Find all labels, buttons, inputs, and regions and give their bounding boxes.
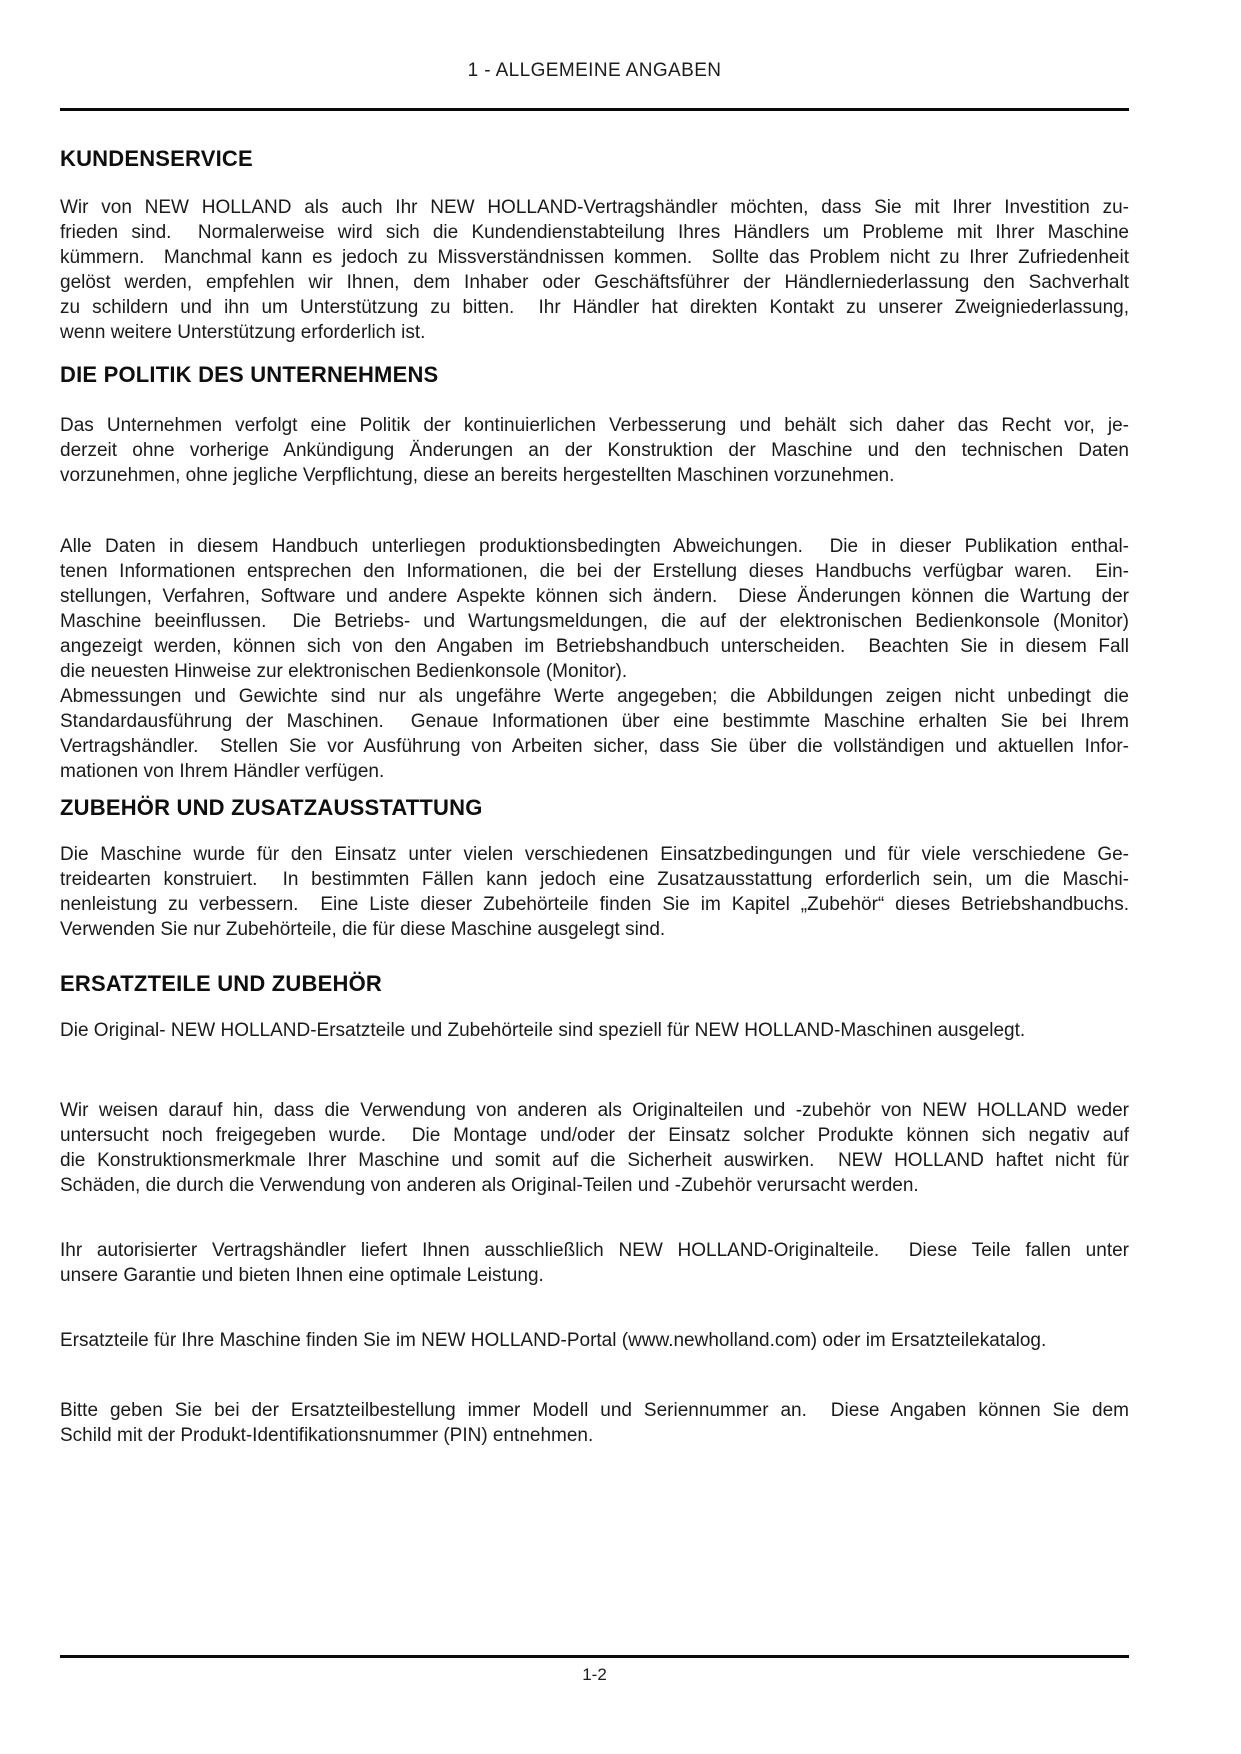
text-line: angezeigt werden, können sich von den Angaben im Betriebshandbuch unterscheiden. Beachten Sie in diesem Fall [60,636,1129,657]
text-line: Die Original- NEW HOLLAND-Ersatzteile und Zubehörteile sind speziell für NEW HOLLAND-Maschinen ausgelegt. [60,1020,1026,1041]
text-line: Verwenden Sie nur Zubehörteile, die für diese Maschine ausgelegt sind. [60,919,666,940]
text-line: Bitte geben Sie bei der Ersatzteilbestellung immer Modell und Seriennummer an. Diese Angaben können Sie dem [60,1400,1129,1421]
page-number: 1-2 [582,1665,607,1684]
text-line: Das Unternehmen verfolgt eine Politik der kontinuierlichen Verbesserung und behält sich daher das Recht vor, je- [60,415,1129,436]
text-line: Die Maschine wurde für den Einsatz unter vielen verschiedenen Einsatzbedingungen und für viele verschiedene Ge- [60,844,1129,865]
paragraph-politik-1 [60,413,1129,488]
paragraph-ersatzteile-1 [60,1018,1129,1043]
text-line: derzeit ohne vorherige Ankündigung Änderungen an der Konstruktion der Maschine und den technischen Daten [60,440,1129,461]
paragraph-ersatzteile-5 [60,1398,1129,1448]
section-heading-kundenservice: KUNDENSERVICE [60,146,253,171]
paragraph-ersatzteile-3 [60,1238,1129,1288]
paragraph-kundenservice-1 [60,195,1129,345]
text-line: Wir von NEW HOLLAND als auch Ihr NEW HOLLAND-Vertragshändler möchten, dass Sie mit Ihrer Investition zu- [60,197,1129,218]
text-line: Standardausführung der Maschinen. Genaue Informationen über eine bestimmte Maschine erhalten Sie bei Ihrem [60,711,1129,732]
paragraph-zubehoer-1 [60,842,1129,942]
text-line: untersucht noch freigegeben wurde. Die Montage und/oder der Einsatz solcher Produkte können sich negativ auf [60,1125,1129,1146]
text-line: treidearten konstruiert. In bestimmten Fällen kann jedoch eine Zusatzausstattung erforderlich sein, um die Maschi- [60,869,1129,890]
footer-rule [60,1655,1129,1658]
text-line: Maschine beeinflussen. Die Betriebs- und Wartungsmeldungen, die auf der elektronischen Bedienkonsole (Monitor) [60,611,1129,632]
paragraph-ersatzteile-2 [60,1098,1129,1198]
header-rule [60,108,1129,111]
text-line: stellungen, Verfahren, Software und andere Aspekte können sich ändern. Diese Änderungen können die Wartung der [60,586,1129,607]
running-header: 1 - ALLGEMEINE ANGABEN [467,60,722,81]
text-line: zu schildern und ihn um Unterstützung zu bitten. Ihr Händler hat direkten Kontakt zu unserer Zweigniederlassung, [60,297,1129,318]
text-line: wenn weitere Unterstützung erforderlich ist. [60,322,426,343]
text-line: tenen Informationen entsprechen den Informationen, die bei der Erstellung dieses Handbuchs verfügbar waren. Ein- [60,561,1129,582]
text-line: Ihr autorisierter Vertragshändler liefert Ihnen ausschließlich NEW HOLLAND-Originalteile. Diese Teile fallen unter [60,1240,1129,1261]
text-line: die Konstruktionsmerkmale Ihrer Maschine und somit auf die Sicherheit auswirken. NEW HOLLAND haftet nicht für [60,1150,1129,1171]
text-line: nenleistung zu verbessern. Eine Liste dieser Zubehörteile finden Sie im Kapitel „Zubehör“ dieses Betriebshandbuchs. [60,894,1129,915]
text-line: Schild mit der Produkt-Identifikationsnummer (PIN) entnehmen. [60,1425,594,1446]
text-line: frieden sind. Normalerweise wird sich die Kundendienstabteilung Ihres Händlers um Probleme mit Ihrer Maschine [60,222,1129,243]
paragraph-politik-3 [60,684,1129,784]
page-footer [60,1655,1129,1686]
paragraph-politik-2 [60,534,1129,684]
section-heading-politik: DIE POLITIK DES UNTERNEHMENS [60,362,439,387]
text-line: kümmern. Manchmal kann es jedoch zu Missverständnissen kommen. Sollte das Problem nicht zu Ihrer Zufriedenheit [60,247,1129,268]
text-line: Abmessungen und Gewichte sind nur als ungefähre Werte angegeben; die Abbildungen zeigen nicht unbedingt die [60,686,1129,707]
text-line: die neuesten Hinweise zur elektronischen Bedienkonsole (Monitor). [60,661,628,682]
text-line: Alle Daten in diesem Handbuch unterliegen produktionsbedingten Abweichungen. Die in dieser Publikation enthal- [60,536,1129,557]
text-line: unsere Garantie und bieten Ihnen eine optimale Leistung. [60,1265,544,1286]
paragraph-ersatzteile-4 [60,1328,1129,1353]
text-line: Vertragshändler. Stellen Sie vor Ausführung von Arbeiten sicher, dass Sie über die vollständigen und aktuellen Infor- [60,736,1129,757]
text-line: Schäden, die durch die Verwendung von anderen als Original-Teilen und -Zubehör verursacht werden. [60,1175,919,1196]
section-heading-zubehoer-zusatzausstattung: ZUBEHÖR UND ZUSATZAUSSTATTUNG [60,795,483,820]
text-line: Wir weisen darauf hin, dass die Verwendung von anderen als Originalteilen und -zubehör von NEW HOLLAND weder [60,1100,1129,1121]
section-heading-ersatzteile: ERSATZTEILE UND ZUBEHÖR [60,971,382,996]
text-line: gelöst werden, empfehlen wir Ihnen, dem Inhaber oder Geschäftsführer der Händlerniederlassung den Sachverhalt [60,272,1129,293]
text-line: mationen von Ihrem Händler verfügen. [60,761,385,782]
text-line: vorzunehmen, ohne jegliche Verpflichtung, diese an bereits hergestellten Maschinen vorzunehmen. [60,465,895,486]
text-line: Ersatzteile für Ihre Maschine finden Sie im NEW HOLLAND-Portal (www.newholland.com) oder im Ersatzteilekatalog. [60,1330,1047,1351]
